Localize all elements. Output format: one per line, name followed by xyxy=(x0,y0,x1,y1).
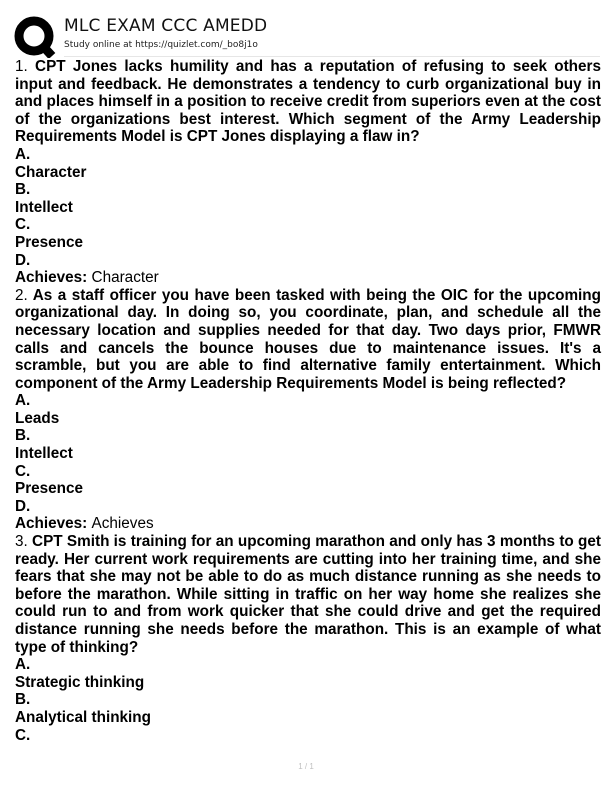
question-1 xyxy=(15,58,601,287)
option-text: Analytical thinking xyxy=(15,708,151,726)
question-number: 1. xyxy=(15,58,28,75)
question-list xyxy=(15,58,601,744)
option-letter: D. xyxy=(15,497,31,515)
answer-label: Achieves: xyxy=(15,269,88,287)
option-text: Strategic thinking xyxy=(15,673,145,691)
option-text: Character xyxy=(15,163,87,181)
option-letter: C. xyxy=(15,726,31,744)
option-letter: A. xyxy=(15,145,31,163)
option-letter: A. xyxy=(15,656,31,674)
question-text xyxy=(15,58,601,146)
question-body: CPT Smith is training for an upcoming marathon and only has 3 months to get ready. Her current work requirements are cutting into her training time, and she fears that she may not be able to do as much distance running as she needs to before the marathon. While sitting in traffic on her way home she realizes she could run to and from work quicker that she could drive and get the required distance running she needs before the marathon. This is an example of what type of thinking? xyxy=(15,533,601,656)
answer-value: Character xyxy=(91,269,159,287)
quizlet-logo-icon xyxy=(14,16,56,58)
option-letter: C. xyxy=(15,462,31,480)
option-text: Intellect xyxy=(15,198,73,216)
study-link[interactable]: Study online at https://quizlet.com/_bo8j1o xyxy=(64,40,258,50)
answer-value: Achieves xyxy=(91,515,154,533)
answer-line xyxy=(15,269,601,287)
option-text: Leads xyxy=(15,409,60,427)
question-number: 3. xyxy=(15,533,28,551)
option-letter: A. xyxy=(15,392,31,410)
option-letter: D. xyxy=(15,251,31,269)
answer-line xyxy=(15,515,601,533)
option-letter: B. xyxy=(15,181,31,199)
page-number: 1 / 1 xyxy=(298,762,314,771)
page-header xyxy=(14,10,600,58)
question-2 xyxy=(15,287,601,533)
option-text: Presence xyxy=(15,233,84,251)
option-letter: B. xyxy=(15,427,31,445)
document-title: MLC EXAM CCC AMEDD xyxy=(64,16,268,36)
question-number: 2. xyxy=(15,286,28,304)
option-text: Presence xyxy=(15,480,84,498)
question-body: CPT Jones lacks humility and has a reputation of refusing to seek others input and feedback. He demonstrates a tendency to curb organizational buy in and places himself in a position to receive credit from superiors even at the cost of the organizations best interest. Which segment of the Army Leadership Requirements Model is CPT Jones displaying a flaw in? xyxy=(15,58,601,146)
option-letter: C. xyxy=(15,216,31,234)
answer-label: Achieves: xyxy=(15,515,88,533)
question-body: As a staff officer you have been tasked with being the OIC for the upcoming organizational day. In doing so, you coordinate, plan, and schedule all the necessary location and supplies needed for that day. Two days prior, FMWR calls and cancels the bounce houses due to maintenance issues. It's a scramble, but you are able to find alternative family entertainment. Which component of the Army Leadership Requirements Model is being reflected? xyxy=(15,286,601,392)
question-text xyxy=(15,287,601,393)
option-letter: B. xyxy=(15,691,31,709)
option-text: Intellect xyxy=(15,445,73,463)
header-divider xyxy=(64,56,600,57)
question-3 xyxy=(15,533,601,744)
question-text xyxy=(15,533,601,656)
